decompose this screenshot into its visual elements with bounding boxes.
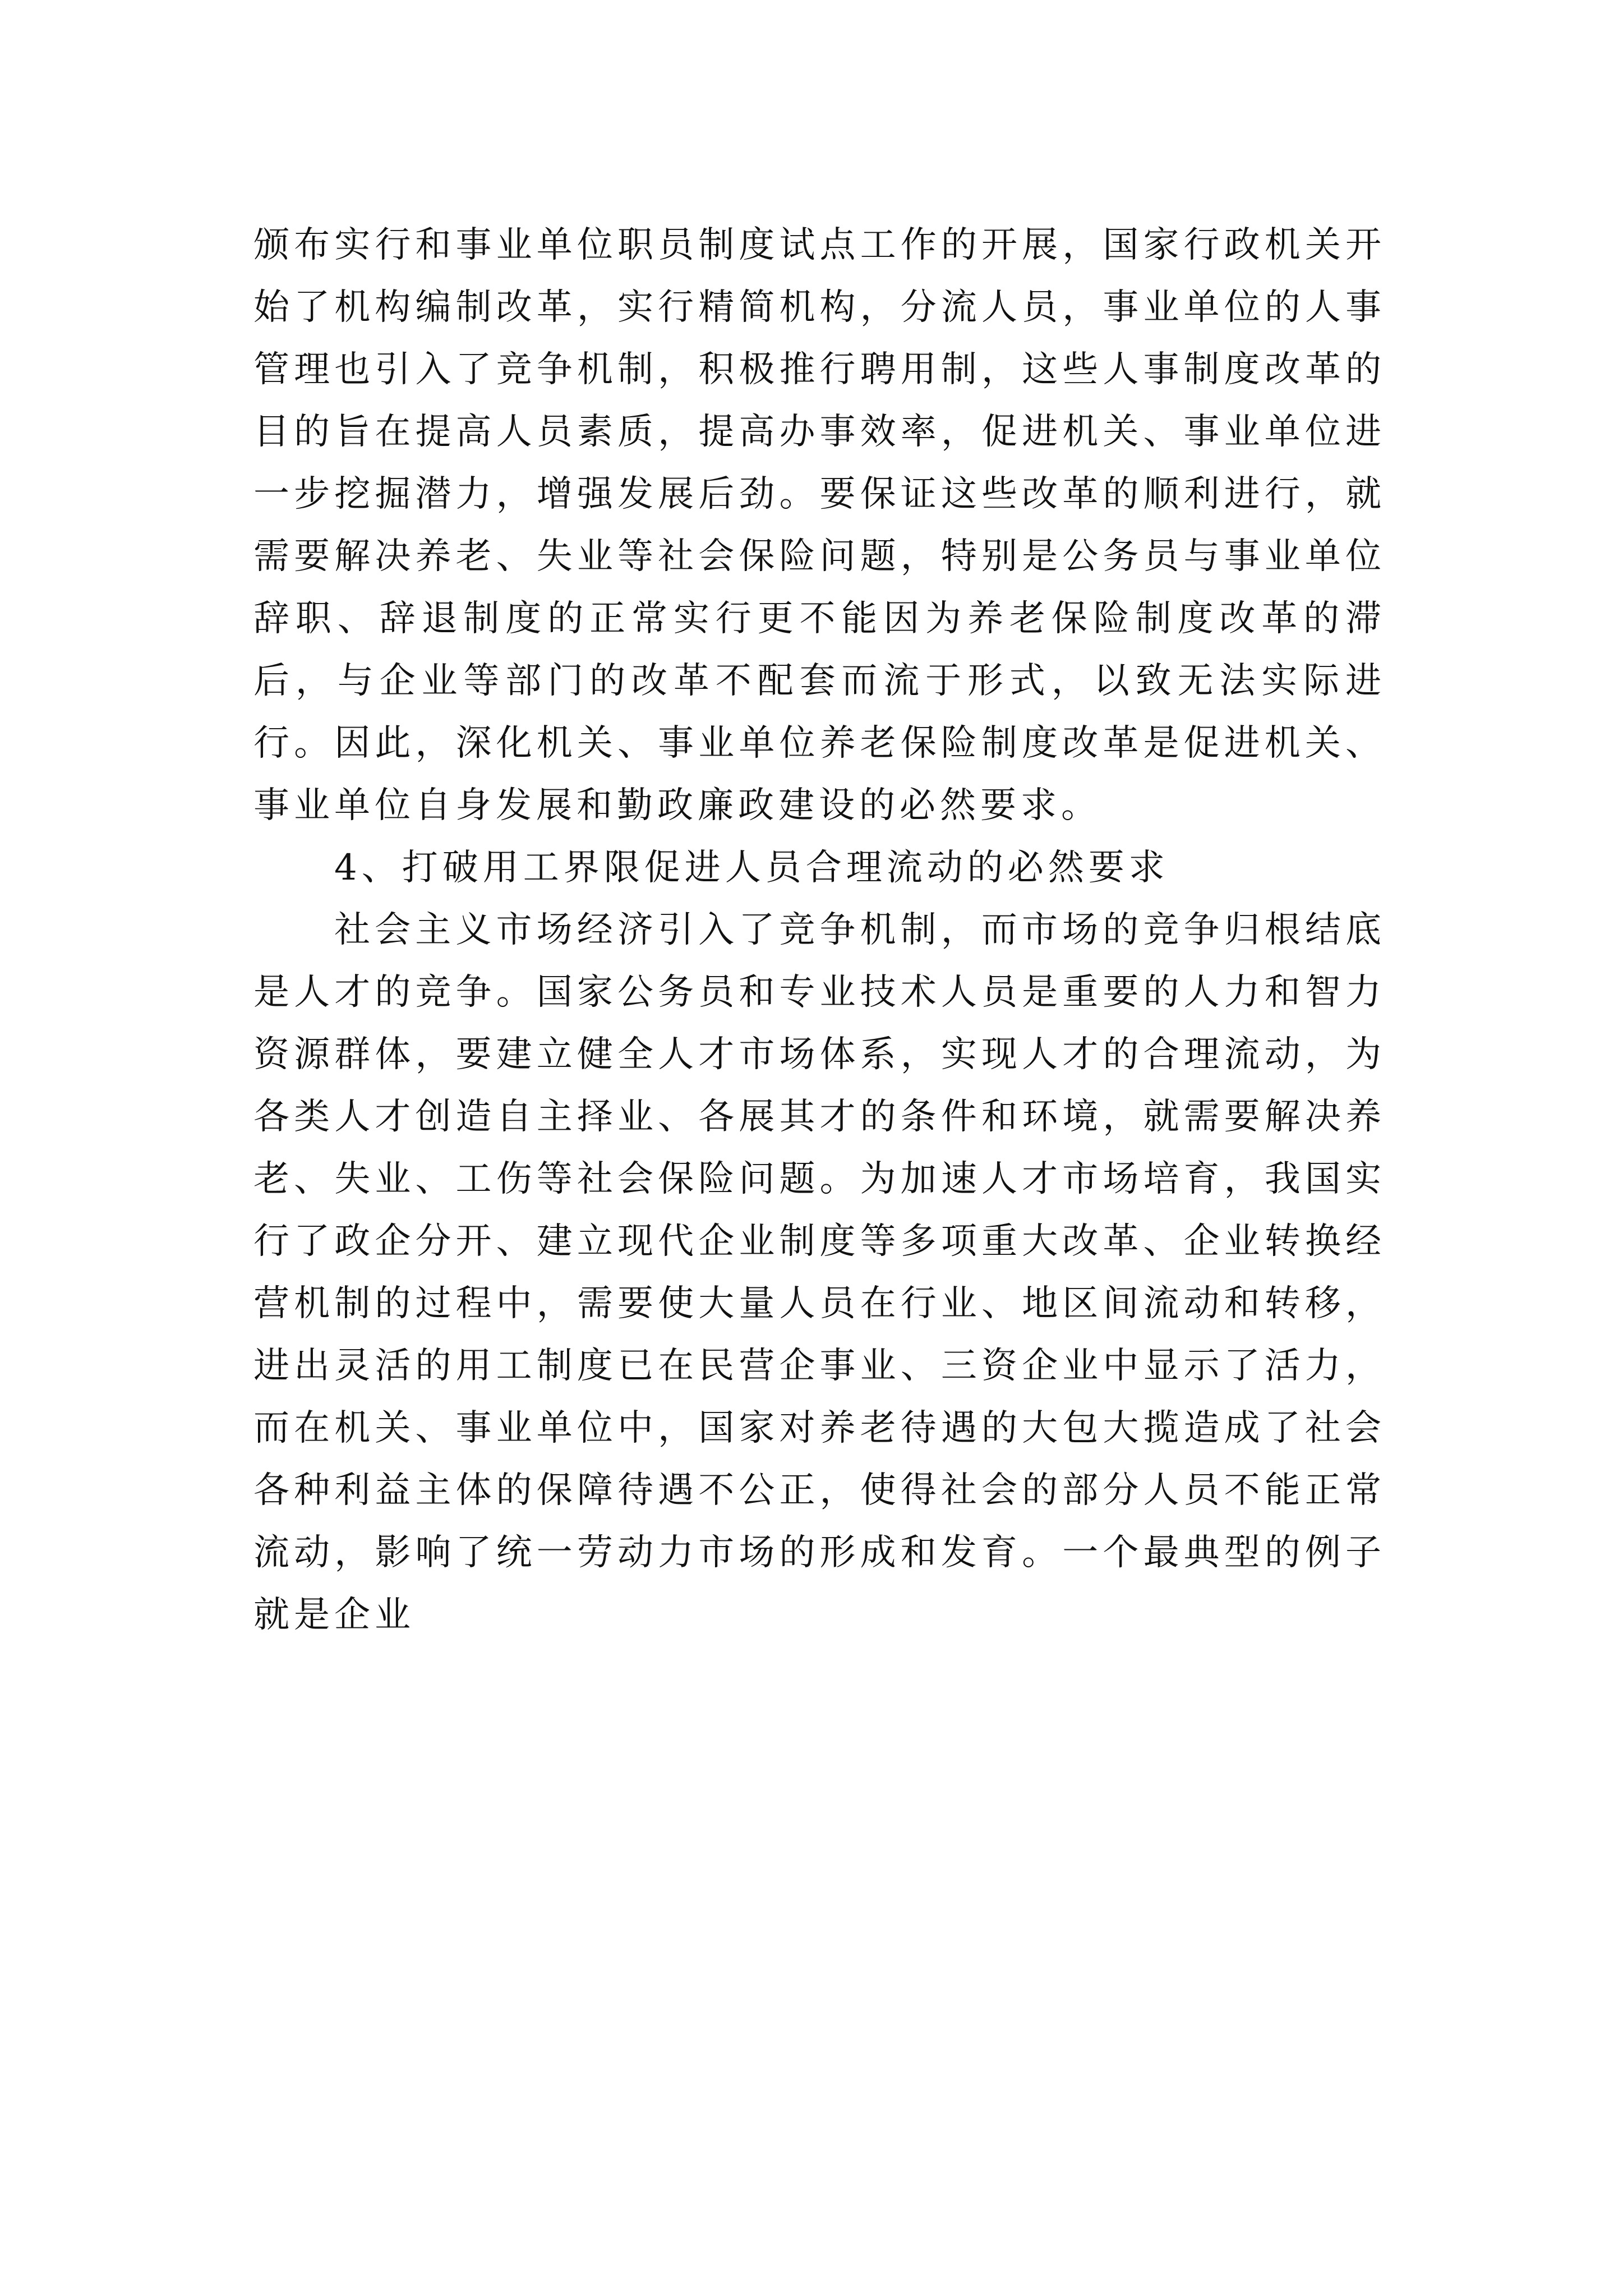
paragraph-talent-market: 社会主义市场经济引入了竞争机制，而市场的竞争归根结底是人才的竞争。国家公务员和专业技术人员是重要的人力和智力资源群体，要建立健全人才市场体系，实现人才的合理流动，为各类人才创造自主择业、各展其才的条件和环境，就需要解决养老、失业、工伤等社会保险问题。为加速人才市场培育，我国实行了政企分开、建立现代企业制度等多项重大改革、企业转换经营机制的过程中，需要使大量人员在行业、地区间流动和转移，进出灵活的用工制度已在民营企事业、三资企业中显示了活力，而在机关、事业单位中，国家对养老待遇的大包大揽造成了社会各种利益主体的保障待遇不公正，使得社会的部分人员不能正常流动，影响了统一劳动力市场的形成和发育。一个最典型的例子就是企业 xyxy=(253,909,1386,1636)
body-text xyxy=(253,214,1386,1646)
section-heading-4: 4、打破用工界限促进人员合理流动的必然要求 xyxy=(334,847,1169,889)
paragraph-continuation: 颁布实行和事业单位职员制度试点工作的开展，国家行政机关开始了机构编制改革，实行精简机构，分流人员，事业单位的人事管理也引入了竞争机制，积极推行聘用制，这些人事制度改革的目的旨在提高人员素质，提高办事效率，促进机关、事业单位进一步挖掘潜力，增强发展后劲。要保证这些改革的顺利进行，就需要解决养老、失业等社会保险问题，特别是公务员与事业单位辞职、辞退制度的正常实行更不能因为养老保险制度改革的滞后，与企业等部门的改革不配套而流于形式，以致无法实际进行。因此，深化机关、事业单位养老保险制度改革是促进机关、事业单位自身发展和勤政廉政建设的必然要求。 xyxy=(253,224,1386,826)
